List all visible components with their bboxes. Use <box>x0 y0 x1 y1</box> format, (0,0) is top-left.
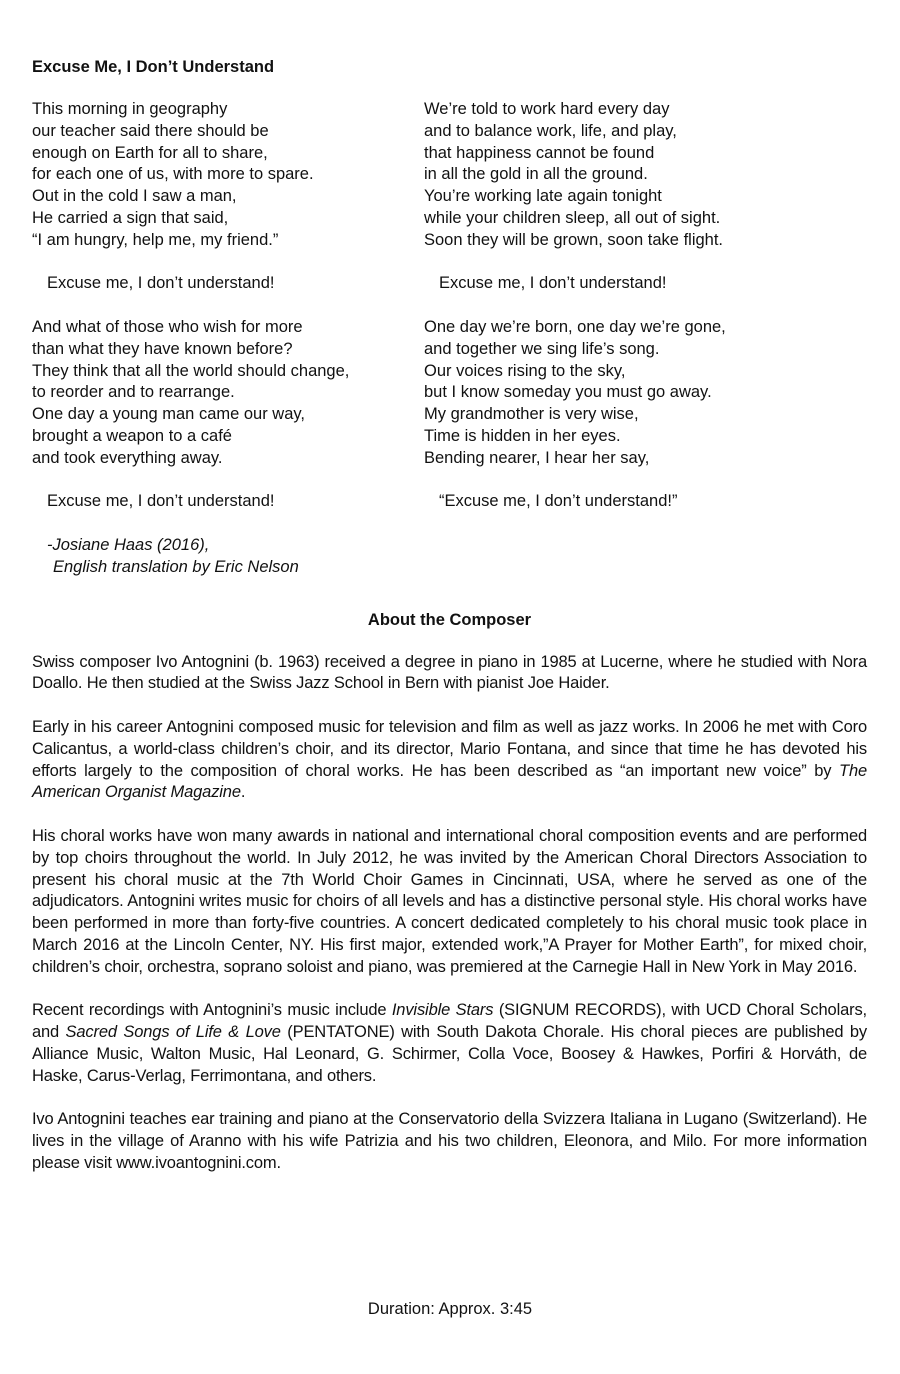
about-paragraph-4 <box>32 1000 867 1087</box>
album-title: Invisible Stars <box>391 1001 494 1020</box>
text: Early in his career Antognini composed music for television and film as well as jazz works. In 2006 he met with Coro Calicantus, a world-class children’s choir, and its director, Mario Fontana, and since that time he has devoted his efforts largely to the composition of choral works. He has been described as “an important new voice” by <box>32 717 867 780</box>
poem-line: brought a weapon to a café <box>32 426 232 445</box>
poem <box>32 99 867 579</box>
about-paragraph-2 <box>32 717 867 804</box>
attribution-line: -Josiane Haas (2016), <box>47 535 210 554</box>
publication-title: The American Organist Magazine <box>32 761 867 802</box>
duration: Duration: Approx. 3:45 <box>367 1300 533 1318</box>
poem-line: One day we’re born, one day we’re gone, <box>424 317 726 336</box>
refrain: Excuse me, I don’t understand! <box>47 274 275 293</box>
about-paragraph-3: His choral works have won many awards in national and international choral composition events and are performed by top choirs throughout the world. In July 2012, he was invited by the American Choral Directors Association to present his choral music at the 7th World Choir Games in Cincinnati, USA, where he served as one of the adjudicators. Antognini writes music for choirs of all levels and has a distinctive personal style. His choral works have been performed in more than forty-five countries. A concert dedicated completely to his choral music took place in March 2016 at the Lincoln Center, NY. His first major, extended work,”A Prayer for Mother Earth”, for mixed choir, children’s choir, orchestra, soprano soloist and piano, was premiered at the Carnegie Hall in New York in May 2016. <box>32 826 867 976</box>
poem-line: and took everything away. <box>32 448 223 467</box>
poem-line: My grandmother is very wise, <box>424 405 639 424</box>
poem-line: but I know someday you must go away. <box>424 383 712 402</box>
poem-line: He carried a sign that said, <box>32 208 229 227</box>
poem-line: in all the gold in all the ground. <box>424 165 648 184</box>
poem-line: enough on Earth for all to share, <box>32 143 268 162</box>
stanza <box>424 317 867 470</box>
poem-line: and to balance work, life, and play, <box>424 121 677 140</box>
poem-title: Excuse Me, I Don’t Understand <box>32 58 275 76</box>
text: Recent recordings with Antognini’s music include <box>32 1001 392 1020</box>
about-paragraph-5: Ivo Antognini teaches ear training and piano at the Conservatorio della Svizzera Italiana in Lugano (Switzerland). He lives in the village of Aranno with his wife Patrizia and his two children, Eleonora, and Milo. For more information please visit www.ivoantognini.com. <box>32 1110 867 1172</box>
poem-line: our teacher said there should be <box>32 121 269 140</box>
text: (PENTATONE) with South Dakota Chorale. His choral pieces are published by Alliance Music, Walton Music, Hal Leonard, G. Schirmer, Colla Voce, Boosey & Hawkes, Porfiri & Horváth, de Haske, Carus-Verlag, Ferrimontana, and others. <box>32 1023 867 1085</box>
poem-line: that happiness cannot be found <box>424 143 655 162</box>
poem-line: while your children sleep, all out of sight. <box>424 208 721 227</box>
refrain: “Excuse me, I don’t understand!” <box>439 492 678 511</box>
poem-line: Our voices rising to the sky, <box>424 361 626 380</box>
poem-right-column <box>424 99 867 579</box>
attribution-line: English translation by Eric Nelson <box>53 557 299 576</box>
poem-line: They think that all the world should change, <box>32 361 350 380</box>
poem-attribution <box>32 535 424 579</box>
poem-line: for each one of us, with more to spare. <box>32 165 314 184</box>
poem-line: One day a young man came our way, <box>32 405 306 424</box>
page <box>32 56 867 1196</box>
poem-line: We’re told to work hard every day <box>424 100 670 118</box>
poem-line: and together we sing life’s song. <box>424 339 660 358</box>
text: . <box>240 783 246 802</box>
refrain: Excuse me, I don’t understand! <box>439 274 667 293</box>
poem-line: to reorder and to rearrange. <box>32 383 235 402</box>
poem-line: Time is hidden in her eyes. <box>424 426 621 445</box>
album-title: Sacred Songs of Life & Love <box>65 1023 281 1042</box>
text: (SIGNUM RECORDS), with UCD Choral Scholars, and <box>32 1001 867 1042</box>
poem-line: than what they have known before? <box>32 339 293 358</box>
stanza <box>424 99 867 252</box>
refrain: Excuse me, I don’t understand! <box>47 492 275 511</box>
poem-line: Bending nearer, I hear her say, <box>424 448 650 467</box>
poem-left-column <box>32 99 424 579</box>
about-heading: About the Composer <box>367 610 532 629</box>
poem-line: Soon they will be grown, soon take flight. <box>424 230 724 249</box>
poem-line: This morning in geography <box>32 100 228 118</box>
stanza <box>32 317 424 470</box>
poem-line: Out in the cold I saw a man, <box>32 187 237 206</box>
poem-line: And what of those who wish for more <box>32 317 303 336</box>
poem-line: You’re working late again tonight <box>424 187 662 206</box>
poem-line: “I am hungry, help me, my friend.” <box>32 230 279 249</box>
about-paragraph-1: Swiss composer Ivo Antognini (b. 1963) received a degree in piano in 1985 at Lucerne, where he studied with Nora Doallo. He then studied at the Swiss Jazz School in Bern with pianist Joe Haider. <box>32 652 867 693</box>
stanza <box>32 99 424 252</box>
